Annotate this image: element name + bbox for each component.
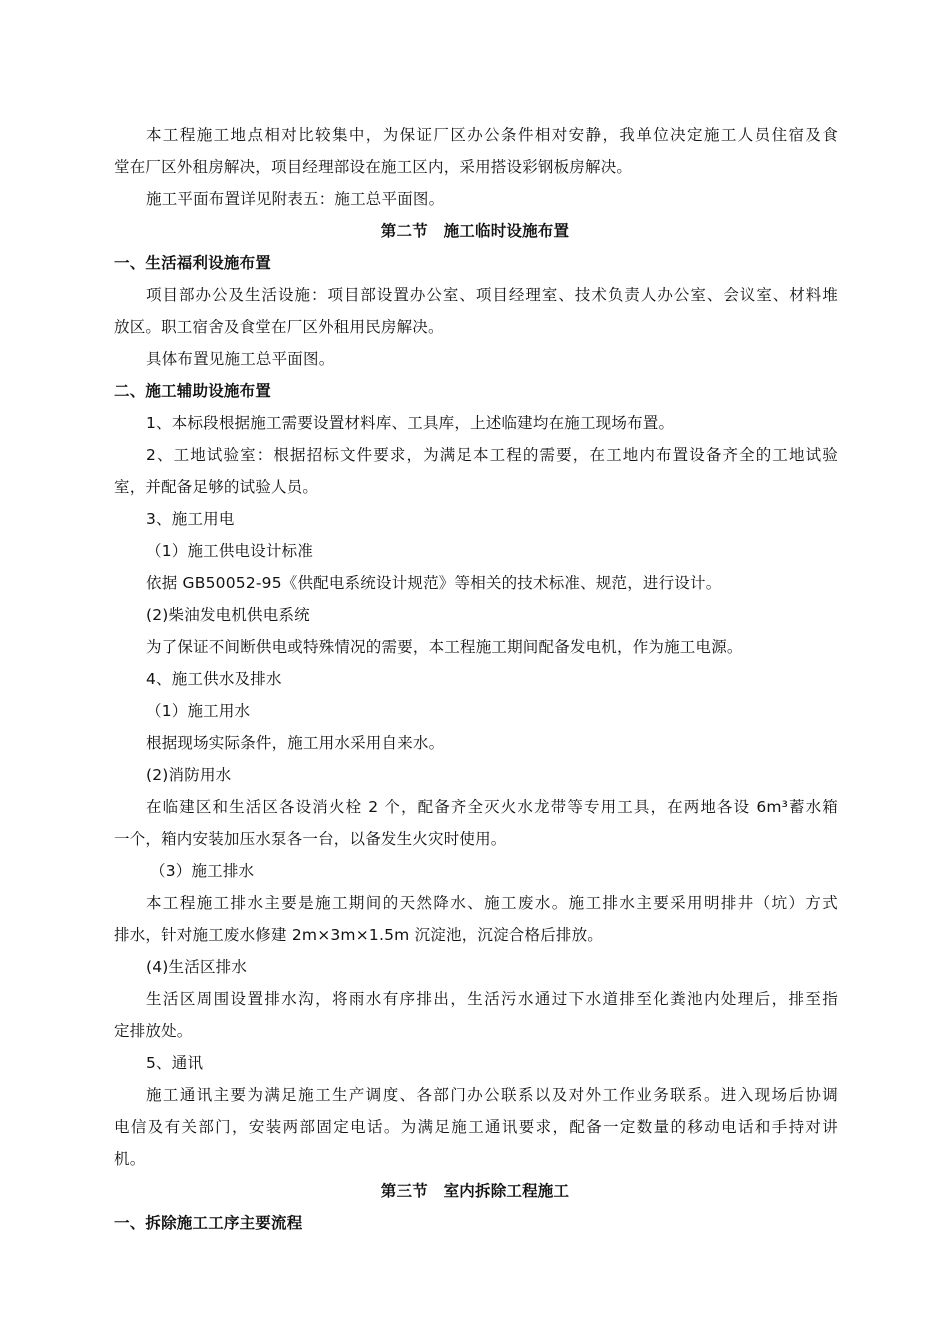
- paragraph-line: （1）施工供电设计标准: [146, 542, 314, 560]
- paragraph-line: （3）施工排水: [150, 862, 255, 880]
- paragraph-line: (2)消防用水: [146, 766, 232, 784]
- heading: 二、施工辅助设施布置: [114, 382, 272, 400]
- paragraph-line: 排水，针对施工废水修建 2m×3m×1.5m 沉淀池，沉淀合格后排放。: [114, 926, 604, 944]
- paragraph-line: 放区。职工宿舍及食堂在厂区外租用民房解决。: [114, 318, 444, 336]
- paragraph-line: 堂在厂区外租房解决，项目经理部设在施工区内，采用搭设彩钢板房解决。: [114, 158, 633, 176]
- paragraph-line: (2)柴油发电机供电系统: [146, 606, 310, 624]
- paragraph-line: 电信及有关部门，安装两部固定电话。为满足施工通讯要求，配备一定数量的移动电话和手持对讲: [114, 1118, 838, 1136]
- paragraph-line: 一个，箱内安装加压水泵各一台，以备发生火灾时使用。: [114, 830, 507, 848]
- paragraph-line: 为了保证不间断供电或特殊情况的需要，本工程施工期间配备发电机，作为施工电源。: [146, 638, 743, 656]
- paragraph-line: （1）施工用水: [146, 702, 251, 720]
- paragraph-line: 生活区周围设置排水沟，将雨水有序排出，生活污水通过下水道排至化粪池内处理后，排至指: [146, 990, 838, 1008]
- paragraph-line: 定排放处。: [114, 1022, 193, 1040]
- paragraph-line: 在临建区和生活区各设消火栓 2 个，配备齐全灭火水龙带等专用工具，在两地各设 6m³蓄水箱: [146, 798, 838, 816]
- heading: 一、生活福利设施布置: [114, 254, 272, 272]
- paragraph-line: 具体布置见施工总平面图。: [146, 350, 335, 368]
- paragraph-line: 本工程施工排水主要是施工期间的天然降水、施工废水。施工排水主要采用明排井（坑）方式: [146, 894, 838, 912]
- paragraph-line: 2、工地试验室：根据招标文件要求，为满足本工程的需要，在工地内布置设备齐全的工地试验: [146, 446, 838, 464]
- section-title: 第二节 施工临时设施布置: [380, 222, 570, 240]
- paragraph-line: 施工平面布置详见附表五：施工总平面图。: [146, 190, 445, 208]
- paragraph-line: 机。: [114, 1150, 146, 1168]
- paragraph-line: (4)生活区排水: [146, 958, 248, 976]
- heading: 一、拆除施工工序主要流程: [114, 1214, 303, 1232]
- paragraph-line: 5、通讯: [146, 1054, 204, 1072]
- paragraph-line: 3、施工用电: [146, 510, 235, 528]
- paragraph-line: 施工通讯主要为满足施工生产调度、各部门办公联系以及对外工作业务联系。进入现场后协调: [146, 1086, 838, 1104]
- paragraph-line: 1、本标段根据施工需要设置材料库、工具库，上述临建均在施工现场布置。: [146, 414, 675, 432]
- paragraph-line: 项目部办公及生活设施：项目部设置办公室、项目经理室、技术负责人办公室、会议室、材料堆: [146, 286, 838, 304]
- paragraph-line: 依据 GB50052-95《供配电系统设计规范》等相关的技术标准、规范，进行设计。: [146, 574, 722, 592]
- paragraph-line: 室，并配备足够的试验人员。: [114, 478, 319, 496]
- paragraph-line: 4、施工供水及排水: [146, 670, 282, 688]
- paragraph-line: 根据现场实际条件，施工用水采用自来水。: [146, 734, 445, 752]
- paragraph-line: 本工程施工地点相对比较集中，为保证厂区办公条件相对安静，我单位决定施工人员住宿及食: [146, 126, 838, 144]
- section-title: 第三节 室内拆除工程施工: [380, 1182, 570, 1200]
